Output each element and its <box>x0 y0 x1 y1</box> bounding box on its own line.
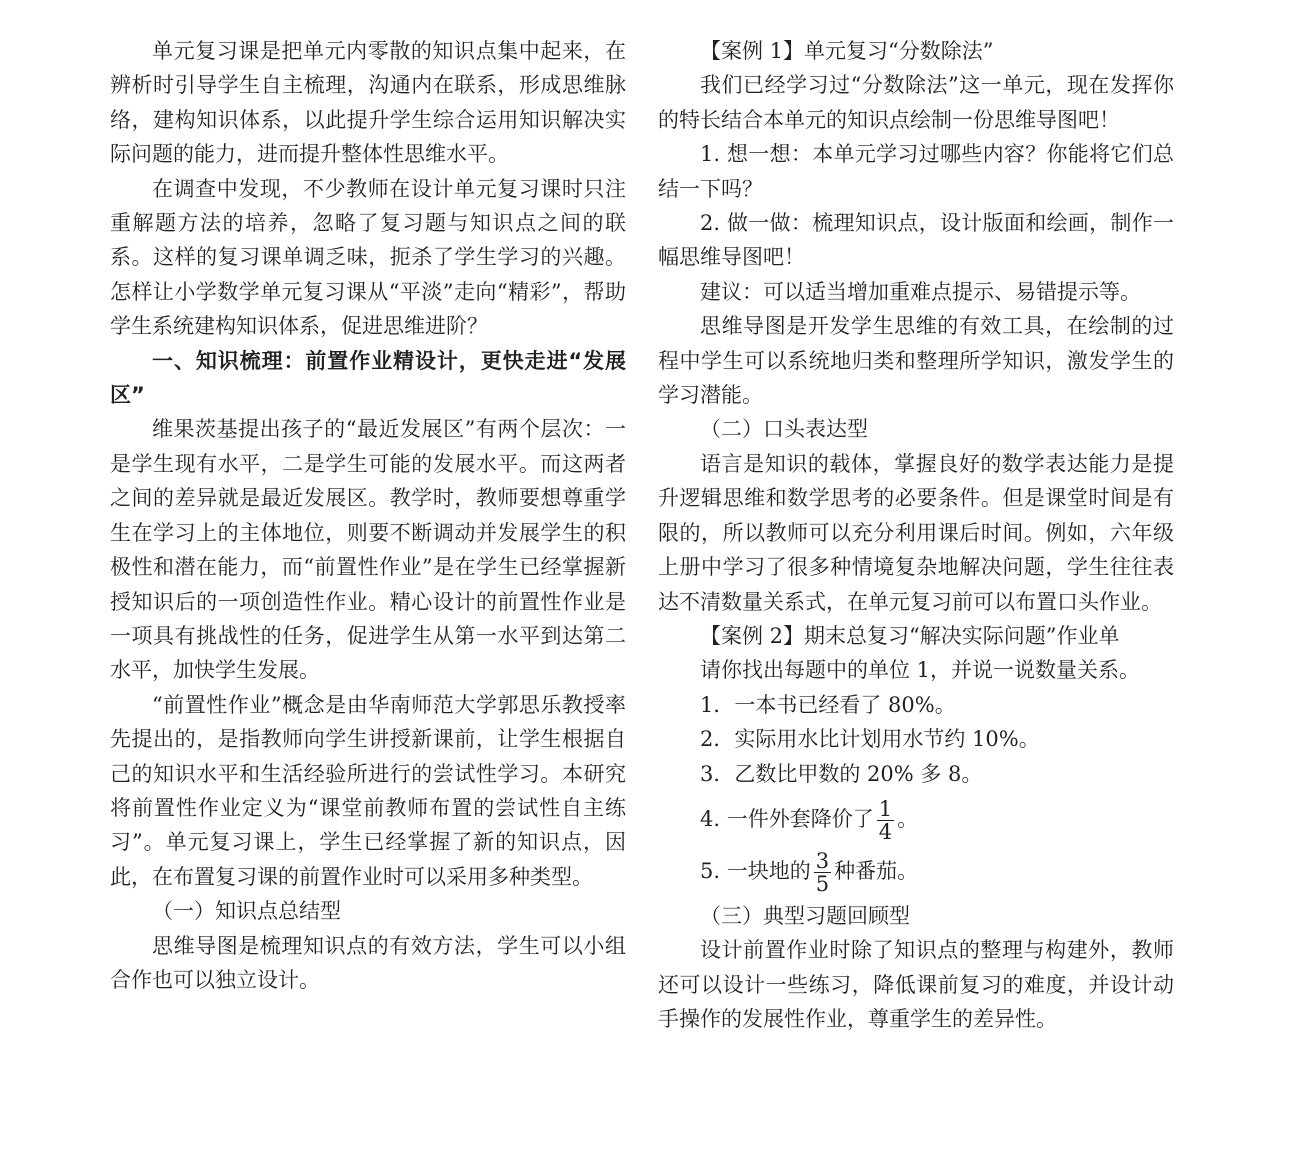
paragraph: 维果茨基提出孩子的“最近发展区”有两个层次：一是学生现有水平，二是学生可能的发展水平。而这两者之间的差异就是最近发展区。教学时，教师要想尊重学生在学习上的主体地位，则要不断调动并发展学生的积极性和潜在能力，而“前置性作业”是在学生已经掌握新授知识后的一项创造性作业。精心设计的前置性作业是一项具有挑战性的任务，促进学生从第一水平到达第二水平，加快学生发展。 <box>110 417 626 683</box>
list-item <box>658 797 1174 843</box>
list-item <box>658 849 1174 895</box>
case-title: 【案例 2】期末总复习“解决实际问题”作业单 <box>700 623 1120 648</box>
paragraph: 在调查中发现，不少教师在设计单元复习课时只注重解题方法的培养，忽略了复习题与知识点之间的联系。这样的复习课单调乏味，扼杀了学生学习的兴趣。怎样让小学数学单元复习课从“平淡”走向“精彩”，帮助学生系统建构知识体系，促进思维进阶？ <box>110 176 626 339</box>
fraction <box>877 798 894 843</box>
item-text: 。 <box>897 806 919 831</box>
item-text: 5. 一块地的 <box>700 858 811 883</box>
paragraph: 设计前置作业时除了知识点的整理与构建外，教师还可以设计一些练习，降低课前复习的难度，并设计动手操作的发展性作业，尊重学生的差异性。 <box>658 938 1174 1032</box>
list-item: 2．实际用水比计划用水节约 10%。 <box>700 727 1040 752</box>
case-title: 【案例 1】单元复习“分数除法” <box>700 39 994 63</box>
paragraph: 单元复习课是把单元内零散的知识点集中起来，在辨析时引导学生自主梳理，沟通内在联系，形成思维脉络，建构知识体系，以此提升学生综合运用知识解决实际问题的能力，进而提升整体性思维水平。 <box>110 39 626 167</box>
fraction-denominator: 5 <box>815 871 830 896</box>
item-text: 种番茄。 <box>834 858 919 883</box>
fraction-numerator: 1 <box>878 796 893 821</box>
right-column <box>658 34 1174 1037</box>
fraction <box>814 850 831 895</box>
case-question: 1. 想一想：本单元学习过哪些内容？你能将它们总结一下吗？ <box>658 142 1174 201</box>
fraction-numerator: 3 <box>815 848 830 873</box>
case-tip: 建议：可以适当增加重难点提示、易错提示等。 <box>700 279 1141 304</box>
subsection-heading: （三）典型习题回顾型 <box>700 903 910 928</box>
paragraph: 语言是知识的载体，掌握良好的数学表达能力是提升逻辑思维和数学思考的必要条件。但是课堂时间是有限的，所以教师可以充分利用课后时间。例如，六年级上册中学习了很多种情境复杂地解决问题，学生往往表达不清数量关系式，在单元复习前可以布置口头作业。 <box>658 451 1174 614</box>
paragraph: 思维导图是开发学生思维的有效工具，在绘制的过程中学生可以系统地归类和整理所学知识，激发学生的学习潜能。 <box>658 314 1174 408</box>
paragraph: 思维导图是梳理知识点的有效方法，学生可以小组合作也可以独立设计。 <box>110 933 626 992</box>
list-item: 1．一本书已经看了 80%。 <box>700 692 956 717</box>
case-question: 2. 做一做：梳理知识点，设计版面和绘画，制作一幅思维导图吧！ <box>658 211 1174 270</box>
left-column <box>110 34 626 997</box>
section-heading: 一、知识梳理：前置作业精设计，更快走进“发展区” <box>110 348 626 408</box>
case-intro: 请你找出每题中的单位 1，并说一说数量关系。 <box>700 658 1141 683</box>
subsection-heading: （二）口头表达型 <box>700 417 868 442</box>
list-item: 3．乙数比甲数的 20% 多 8。 <box>700 761 983 786</box>
paragraph: “前置性作业”概念是由华南师范大学郭思乐教授率先提出的，是指教师向学生讲授新课前，让学生根据自己的知识水平和生活经验所进行的尝试性学习。本研究将前置性作业定义为“课堂前教师布置的尝试性自主练习”。单元复习课上，学生已经掌握了新的知识点，因此，在布置复习课的前置作业时可以采用多种类型。 <box>110 692 626 889</box>
fraction-denominator: 4 <box>878 819 893 844</box>
paragraph: 我们已经学习过“分数除法”这一单元，现在发挥你的特长结合本单元的知识点绘制一份思维导图吧！ <box>658 73 1174 132</box>
item-text: 4. 一件外套降价了 <box>700 806 874 831</box>
subsection-heading: （一）知识点总结型 <box>152 899 341 924</box>
